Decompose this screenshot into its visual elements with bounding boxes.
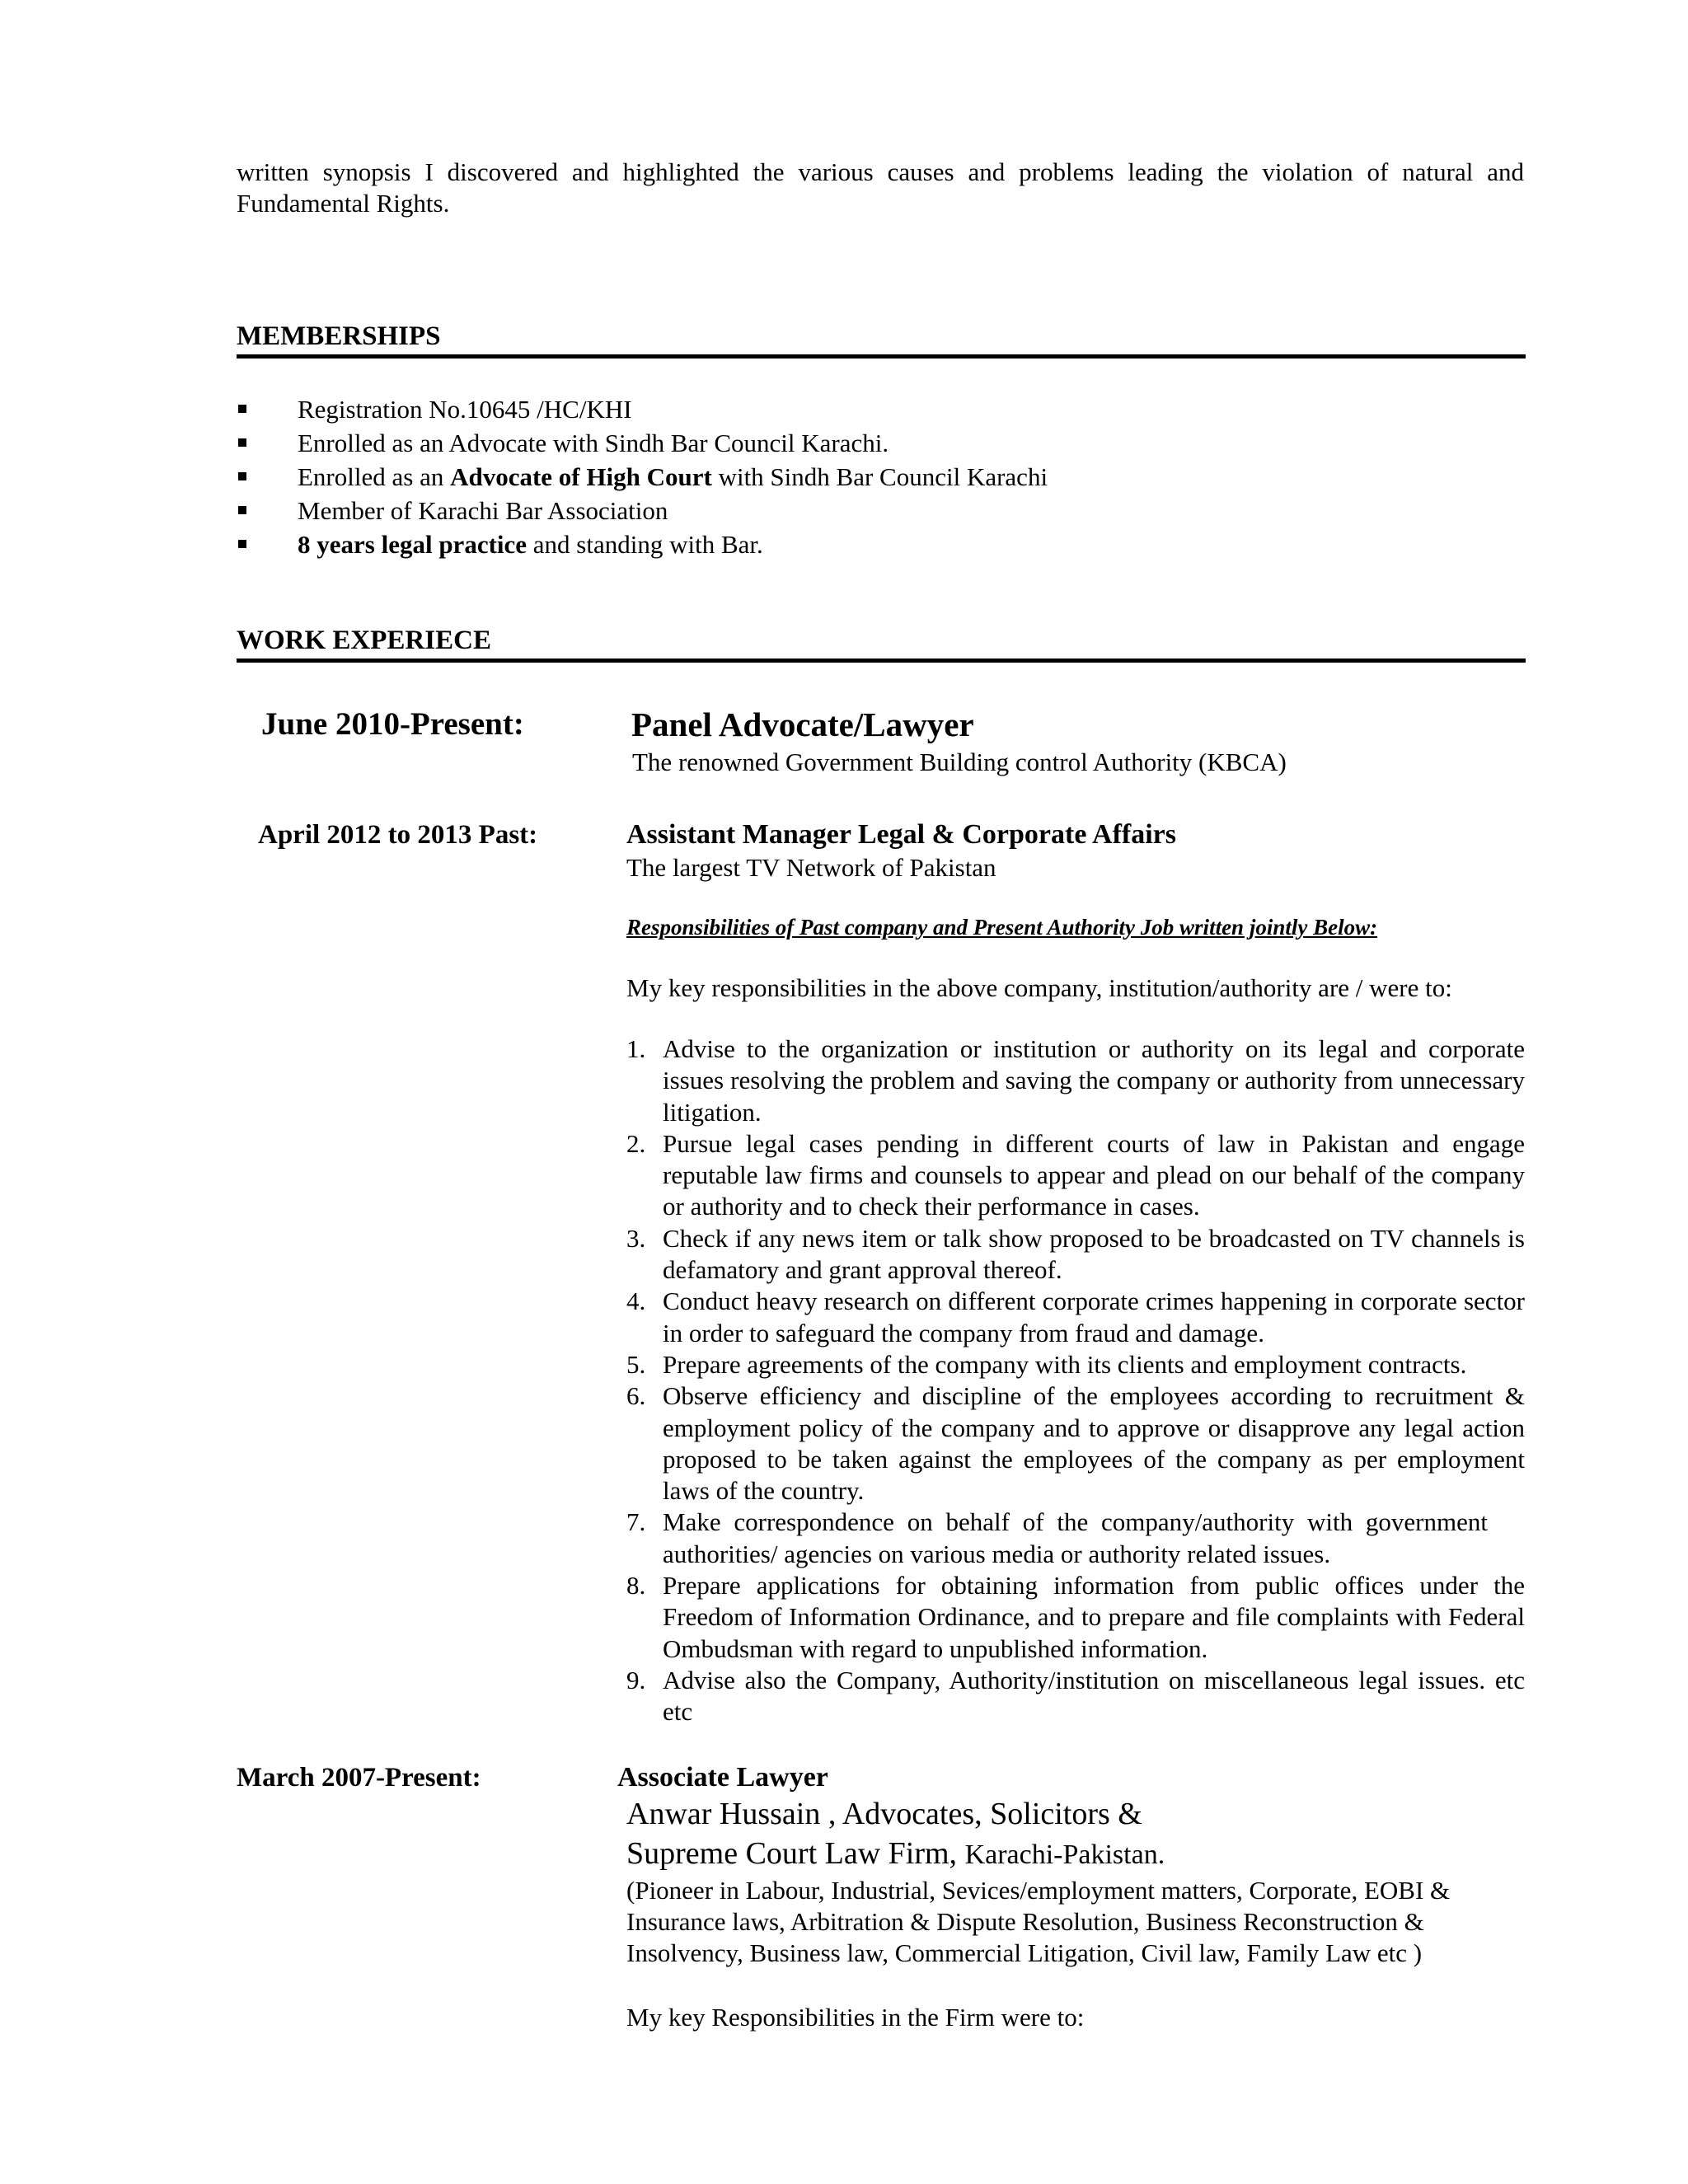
responsibility-item: 1. Advise to the organization or institution or authority on its legal and corporate issues resolving the problem and saving the company or authority from unnecessary litigation. [626,1034,1525,1127]
responsibility-item: 9. Advise also the Company, Authority/institution on miscellaneous legal issues. etc etc [626,1665,1525,1727]
responsibilities-list [626,1033,1525,1728]
membership-item: Enrolled as an Advocate with Sindh Bar Council Karachi. [237,426,1390,460]
firm-location: Karachi-Pakistan. [964,1840,1165,1870]
responsibilities-heading: Responsibilities of Past company and Present Authority Job written jointly Below: [626,915,1378,940]
memberships-list [237,392,1390,561]
firm-name-line2: Supreme Court Law Firm, Karachi-Pakistan. [626,1836,1165,1871]
job1-title: Panel Advocate/Lawyer [631,705,974,743]
responsibility-item: 7. Make correspondence on behalf of the company/authority with government authorities/ agencies on various media or authority related issues. [626,1507,1488,1568]
square-bullet-icon [238,405,246,413]
job2-date: April 2012 to 2013 Past: [258,820,538,850]
responsibility-item: 3. Check if any news item or talk show proposed to be broadcasted on TV channels is defamatory and grant approval thereof. [626,1223,1525,1285]
responsibilities-intro: My key responsibilities in the above company, institution/authority are / were to: [626,973,1452,1002]
responsibility-item: 6. Observe efficiency and discipline of the employees according to recruitment & employment policy of the company and to approve or disapprove any legal action proposed to be taken against the employees of the company as per employment laws of the country. [626,1381,1525,1506]
membership-item: 8 years legal practice and standing with Bar. [237,527,1390,561]
firm-name-line1: Anwar Hussain , Advocates, Solicitors & [626,1797,1142,1831]
job1-date: June 2010-Present: [261,706,524,742]
job2-organization: The largest TV Network of Pakistan [626,853,996,882]
job1-organization: The renowned Government Building control Authority (KBCA) [632,748,1287,776]
responsibility-item: 2. Pursue legal cases pending in different courts of law in Pakistan and engage reputable law firms and counsels to appear and plead on our behalf of the company or authority and to check their performance in cases. [626,1128,1525,1221]
membership-item: Registration No.10645 /HC/KHI [237,392,1390,426]
intro-paragraph: written synopsis I discovered and highlighted the various causes and problems leading the violation of natural and Fundamental Rights. [237,157,1524,218]
square-bullet-icon [238,540,246,548]
job3-title: Associate Lawyer [617,1762,828,1793]
firm-responsibilities-intro: My key Responsibilities in the Firm were to: [626,2003,1085,2032]
firm-practice-areas: (Pioneer in Labour, Industrial, Sevices/employment matters, Corporate, EOBI & Insurance laws, Arbitration & Dispute Resolution, Business Reconstruction & Insolvency, Business law, Commercial Litigation, Civil law, Family Law etc ) [626,1876,1451,1967]
memberships-heading: MEMBERSHIPS [237,320,1526,359]
responsibility-item: 8. Prepare applications for obtaining information from public offices under the Freedom of Information Ordinance, and to prepare and file complaints with Federal Ombudsman with regard to unpublished information. [626,1571,1525,1663]
job2-title: Assistant Manager Legal & Corporate Affairs [626,819,1177,850]
responsibility-item: 5. Prepare agreements of the company with its clients and employment contracts. [626,1349,1467,1379]
work-experience-heading: WORK EXPERIECE [237,624,1526,663]
responsibility-item: 4. Conduct heavy research on different corporate crimes happening in corporate sector in order to safeguard the company from fraud and damage. [626,1286,1525,1347]
square-bullet-icon [238,438,246,447]
membership-item: Member of Karachi Bar Association [237,494,1390,527]
job3-date: March 2007-Present: [237,1763,481,1793]
membership-item: Enrolled as an Advocate of High Court with Sindh Bar Council Karachi [237,460,1390,494]
square-bullet-icon [238,506,246,514]
square-bullet-icon [238,472,246,480]
